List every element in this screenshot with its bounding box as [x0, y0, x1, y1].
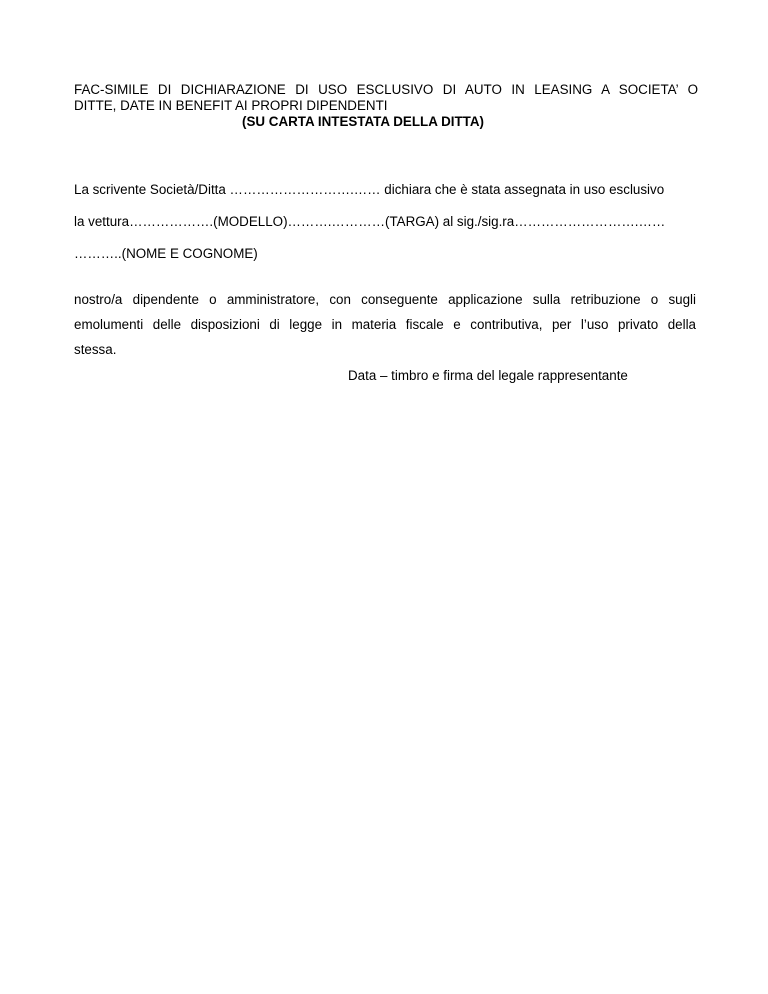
document-header: [74, 82, 698, 130]
paragraph-line: nostro/a dipendente o amministratore, con conseguente applicazione sulla retribuzione o sugli: [74, 292, 696, 307]
declaration-paragraph: [74, 287, 696, 362]
letterhead-note: (SU CARTA INTESTATA DELLA DITTA): [242, 114, 484, 129]
name-line: ………..(NOME E COGNOME): [74, 246, 258, 261]
signature-line: Data – timbro e firma del legale rappresentante: [348, 368, 628, 383]
title-line-1: FAC-SIMILE DI DICHIARAZIONE DI USO ESCLUSIVO DI AUTO IN LEASING A SOCIETA’ O: [74, 82, 698, 97]
paragraph-line: emolumenti delle disposizioni di legge in materia fiscale e contributiva, per l’uso privato della: [74, 317, 696, 332]
company-declaration-line: La scrivente Società/Ditta ……………………….…… dichiara che è stata assegnata in uso esclusivo: [74, 182, 665, 197]
paragraph-line: stessa.: [74, 342, 117, 357]
vehicle-line: la vettura……………….(MODELLO)……….…………(TARGA) al sig./sig.ra……………………….……: [74, 214, 666, 229]
title-line-2: DITTE, DATE IN BENEFIT AI PROPRI DIPENDENTI: [74, 98, 388, 113]
